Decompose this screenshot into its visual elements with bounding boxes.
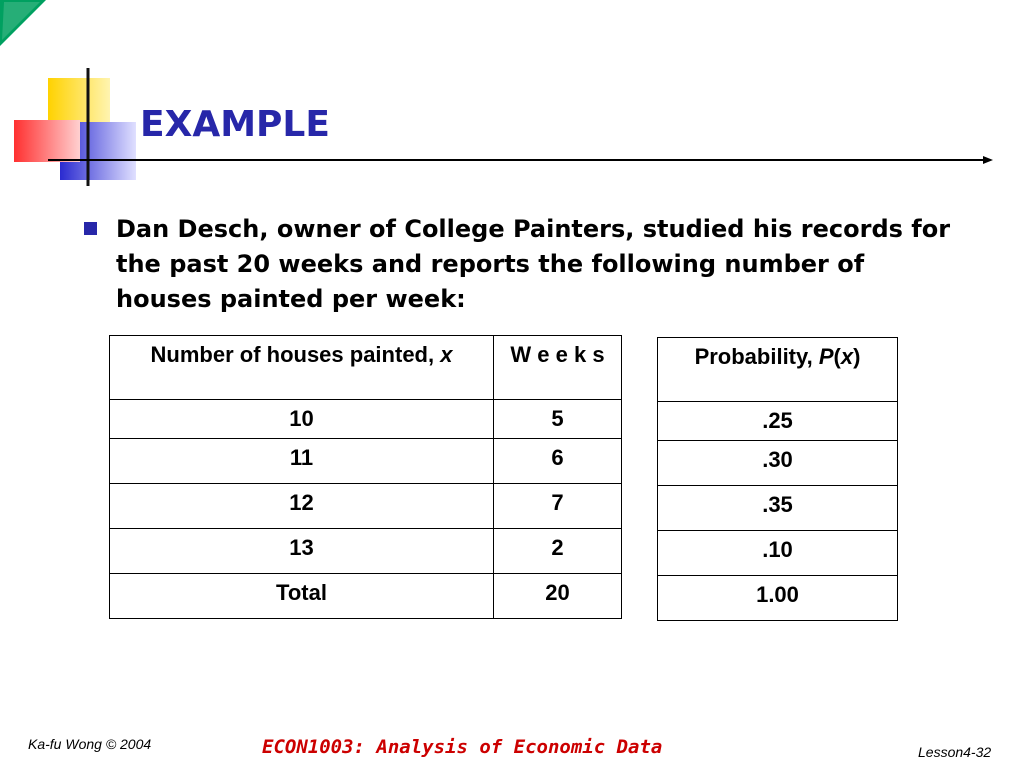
footer-course-title: ECON1003: Analysis of Economic Data xyxy=(262,736,663,758)
weeks-cell: 2 xyxy=(494,529,622,574)
probability-cell: .35 xyxy=(658,486,898,531)
table-total-row xyxy=(658,576,898,621)
probability-total-cell: 1.00 xyxy=(658,576,898,621)
table-row xyxy=(110,439,622,484)
table-row xyxy=(658,402,898,441)
houses-cell: 12 xyxy=(110,484,494,529)
probability-cell: .25 xyxy=(658,402,898,441)
header-houses-painted: Number of houses painted, x xyxy=(110,336,494,400)
total-weeks-cell: 20 xyxy=(494,574,622,619)
houses-weeks-table xyxy=(109,335,622,619)
title-underline-arrow xyxy=(48,156,993,164)
weeks-cell: 6 xyxy=(494,439,622,484)
table-row xyxy=(110,484,622,529)
slide-logo-decoration xyxy=(0,0,160,200)
total-label-cell: Total xyxy=(110,574,494,619)
variable-x: x xyxy=(440,342,453,367)
variable-x: x xyxy=(840,344,854,369)
table-row xyxy=(110,529,622,574)
table-row xyxy=(658,486,898,531)
probability-table xyxy=(657,337,898,621)
weeks-cell: 7 xyxy=(494,484,622,529)
weeks-cell: 5 xyxy=(494,400,622,439)
table-row xyxy=(110,400,622,439)
table-header-row xyxy=(110,336,622,400)
bullet-point xyxy=(84,212,964,317)
houses-cell: 10 xyxy=(110,400,494,439)
header-weeks: W e e k s xyxy=(494,336,622,400)
bullet-text: Dan Desch, owner of College Painters, studied his records for the past 20 weeks and reports the following number of houses painted per week: xyxy=(116,215,951,313)
probability-cell: .10 xyxy=(658,531,898,576)
table-row xyxy=(658,531,898,576)
houses-cell: 11 xyxy=(110,439,494,484)
houses-cell: 13 xyxy=(110,529,494,574)
table-total-row xyxy=(110,574,622,619)
footer-author: Ka-fu Wong © 2004 xyxy=(28,736,152,752)
header-probability: Probability, P(x) xyxy=(658,338,898,402)
variable-p: P xyxy=(818,344,834,369)
bullet-square-icon xyxy=(84,222,97,235)
table-header-row xyxy=(658,338,898,402)
slide-title: EXAMPLE xyxy=(140,104,330,145)
probability-cell: .30 xyxy=(658,441,898,486)
table-row xyxy=(658,441,898,486)
footer-slide-number: Lesson4-32 xyxy=(918,744,992,760)
